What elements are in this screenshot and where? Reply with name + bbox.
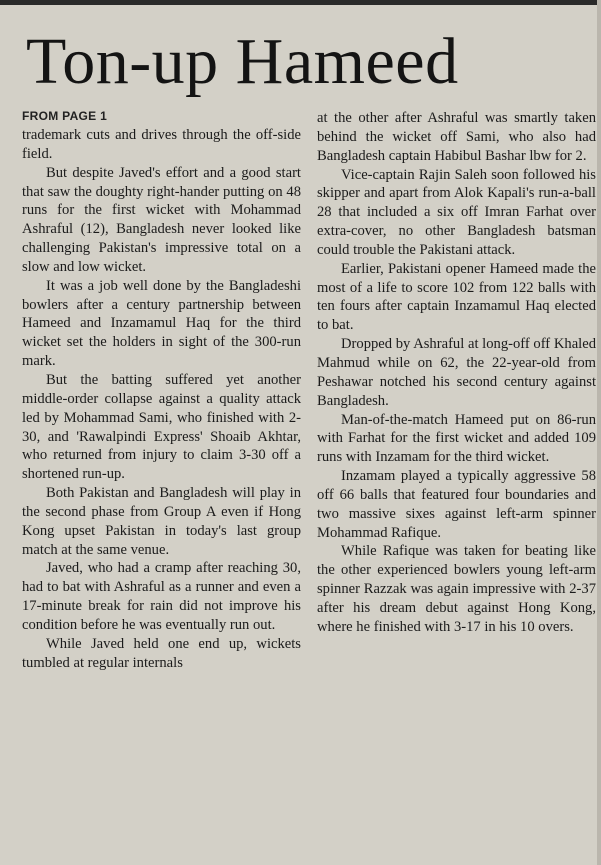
paragraph: Earlier, Pakistani opener Hameed made the most of a life to score 102 from 122 balls with ten fours after captain Inzamamul Haq elected to bat. xyxy=(317,260,596,334)
paragraph: It was a job well done by the Bangladeshi bowlers after a century partnership between Hameed and Inzamamul Haq for the third wicket set the holders in sight of the 300-run mark. xyxy=(22,277,301,370)
paragraph: trademark cuts and drives through the off-side field. xyxy=(22,127,301,162)
paragraph: Dropped by Ashraful at long-off off Khaled Mahmud while on 62, the 22-year-old from Peshawar notched his second century against Bangladesh. xyxy=(317,336,596,409)
headline: Ton-up Hameed xyxy=(26,25,459,98)
paragraph: While Javed held one end up, wickets tumbled at regular internals xyxy=(22,635,301,671)
paragraph: at the other after Ashraful was smartly taken behind the wicket off Sami, who also had Bangladesh captain Habibul Bashar lbw for 2. xyxy=(317,110,596,164)
article-body xyxy=(22,109,596,861)
paragraph: Both Pakistan and Bangladesh will play in the second phase from Group A even if Hong Kong upset Pakistan in today's last group match at the same venue. xyxy=(22,485,301,558)
right-column xyxy=(317,109,596,861)
paragraph: But despite Javed's effort and a good start that saw the doughty right-hander putting on 48 runs for the first wicket with Mohammad Ashraful (12), Bangladesh never looked like challenging Pakistan's impressive total on a slow and low wicket. xyxy=(22,164,301,275)
paragraph: But the batting suffered yet another middle-order collapse against a quality attack led by Mohammad Sami, who finished with 2-30, and 'Rawalpindi Express' Shoaib Akhtar, who returned from injury to claim 3-30 off a shortened run-up. xyxy=(22,371,301,483)
left-column xyxy=(22,109,301,861)
page-edge xyxy=(597,0,601,865)
top-rule xyxy=(0,0,601,5)
paragraph: Vice-captain Rajin Saleh soon followed his skipper and apart from Alok Kapali's run-a-ball 28 that included a six off Imran Farhat over extra-cover, no other Bangladesh batsman could trouble the Pakistani attack. xyxy=(317,166,596,258)
paragraph: While Rafique was taken for beating like the other experienced bowlers young left-arm spinner Razzak was again impressive with 2-37 after his dream debut against Hong Kong, where he finished with 3-17 in his 10 overs. xyxy=(317,543,596,635)
paragraph: Man-of-the-match Hameed put on 86-run with Farhat for the first wicket and added 109 runs with Inzamam for the third wicket. xyxy=(317,411,596,466)
paragraph: Inzamam played a typically aggressive 58 off 66 balls that featured four boundaries and two massive sixes against left-arm spinner Mohammad Rafique. xyxy=(317,468,596,541)
kicker: FROM PAGE 1 xyxy=(22,109,108,123)
paragraph: Javed, who had a cramp after reaching 30, had to bat with Ashraful as a runner and even a 17-minute break for rain did not improve his condition before he was eventually run out. xyxy=(22,560,301,633)
